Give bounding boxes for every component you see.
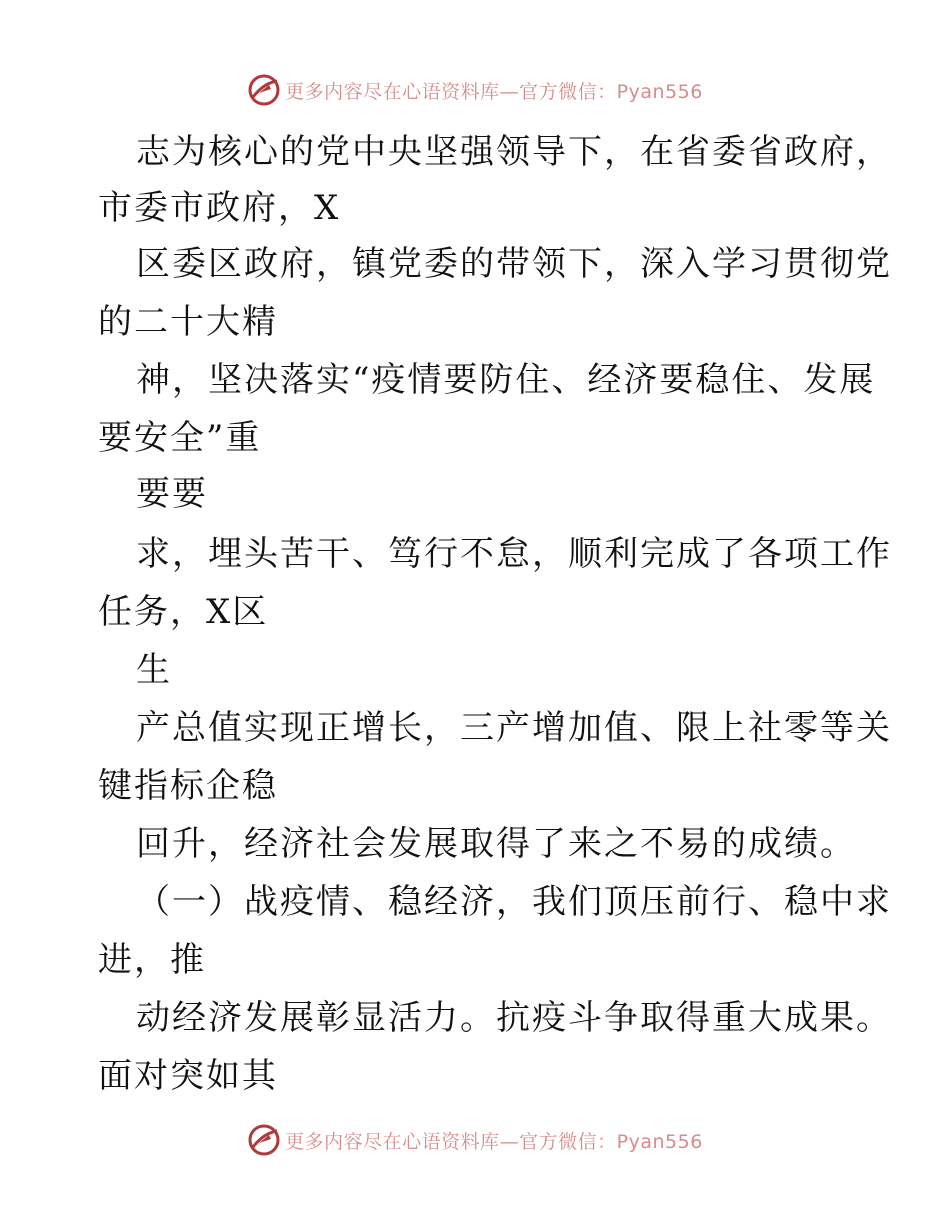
body-line: 面对突如其 — [98, 1056, 278, 1096]
body-line: 求，埋头苦干、笃行不怠，顺利完成了各项工作 — [136, 534, 892, 574]
body-line: 键指标企稳 — [98, 766, 278, 806]
footer-banner — [0, 1120, 950, 1160]
body-line: 区委区政府，镇党委的带领下，深入学习贯彻党 — [136, 244, 892, 284]
logo-icon — [247, 1123, 281, 1157]
body-line: 任务，X区 — [98, 592, 269, 632]
body-line: 志为核心的党中央坚强领导下，在省委省政府， — [136, 132, 892, 172]
body-line: 进，推 — [98, 940, 206, 980]
body-line: 产总值实现正增长，三产增加值、限上社零等关 — [136, 708, 892, 748]
body-line: 市委市政府，X — [98, 188, 341, 228]
body-line: 动经济发展彰显活力。抗疫斗争取得重大成果。 — [136, 998, 892, 1038]
body-line: 生 — [136, 650, 172, 690]
header-wechat-id: Pyan556 — [616, 80, 703, 103]
body-line: 神，坚决落实“疫情要防住、经济要稳住、发展 — [136, 360, 876, 400]
footer-banner-text: 更多内容尽在心语资料库—官方微信：Pyan556 — [285, 1130, 703, 1153]
header-banner — [0, 70, 950, 110]
footer-wechat-id: Pyan556 — [616, 1130, 703, 1153]
body-line: 回升，经济社会发展取得了来之不易的成绩。 — [136, 824, 856, 864]
body-line: 要要 — [136, 474, 208, 514]
logo-icon — [247, 73, 281, 107]
body-line: （一）战疫情、稳经济，我们顶压前行、稳中求 — [136, 882, 892, 922]
header-banner-text: 更多内容尽在心语资料库—官方微信：Pyan556 — [285, 80, 703, 103]
body-line: 要安全”重 — [98, 418, 262, 458]
body-line: 的二十大精 — [98, 302, 278, 342]
